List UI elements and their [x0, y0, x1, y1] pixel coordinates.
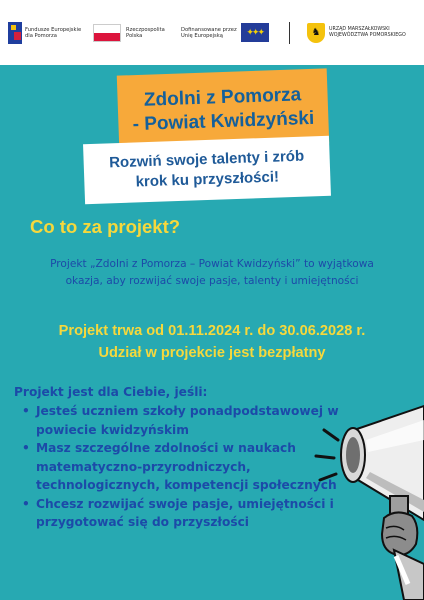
logo-divider [289, 22, 290, 44]
eu-flag-icon: ✦✦✦ [241, 23, 269, 42]
um-logo-line1: URZĄD MARSZAŁKOWSKI [329, 26, 390, 32]
rp-logo-line1: Rzeczpospolita [126, 26, 165, 33]
title-line-1: Zdolni z Pomorza [143, 83, 302, 111]
bullet-icon: • [22, 496, 30, 511]
bullet-icon: • [22, 404, 30, 418]
dates-line-1: Projekt trwa od 01.11.2024 r. do 30.06.2028 r. [58, 323, 366, 339]
ue-logo-line2: Unię Europejską [181, 32, 223, 39]
intro-paragraph [8, 256, 416, 290]
pomorskie-griffin-icon: ♞ [307, 23, 325, 43]
item-2-line-1: Masz szczególne zdolności w naukach [36, 441, 296, 455]
bullet-icon: • [22, 441, 30, 455]
conditions-title: Projekt jest dla Ciebie, jeśli: [14, 385, 208, 399]
rp-logo-line2: Polska [126, 32, 143, 39]
fe-logo-line2: dla Pomorza [25, 32, 57, 39]
item-2-line-3: technologicznych, kompetencji społecznych [36, 478, 337, 492]
poland-flag-icon [93, 24, 121, 42]
logo-bar [0, 0, 424, 65]
megaphone-hand-icon [296, 400, 424, 600]
fundusze-europejskie-logo [8, 0, 81, 65]
subtitle-line-2: krok ku przyszłości! [135, 168, 280, 191]
subtitle-line-1: Rozwiń swoje talenty i zrób [108, 147, 305, 172]
item-2-line-2: matematyczno-przyrodniczych, [36, 459, 251, 474]
intro-line-2: okazja, aby rozwijać swoje pasje, talenty i umiejętności [65, 275, 359, 287]
dates-line-2: Udział w projekcie jest bezpłatny [98, 345, 326, 361]
item-3-line-2: przygotować się do przyszłości [36, 515, 249, 529]
item-1-line-1: Jesteś uczniem szkoły ponadpodstawowej w [36, 404, 339, 418]
intro-line-1: Projekt „Zdolni z Pomorza – Powiat Kwidzyński” to wyjątkowa [50, 258, 374, 270]
title-line-2: - Powiat Kwidzyński [132, 107, 315, 135]
rzeczpospolita-logo [93, 0, 165, 65]
ue-logo-line1: Dofinansowane przez [181, 26, 237, 33]
eu-cofinancing-logo [181, 0, 269, 65]
um-logo-line2: WOJEWÓDZTWA POMORSKIEGO [329, 32, 406, 38]
item-1-line-2: powiecie kwidzyńskim [36, 422, 189, 437]
subtitle-box [83, 136, 331, 205]
fe-logo-line1: Fundusze Europejskie [25, 26, 82, 33]
fundusze-europejskie-icon [8, 22, 22, 44]
urzad-marszalkowski-logo [307, 0, 406, 65]
project-dates [8, 320, 416, 364]
item-3-line-1: Chcesz rozwijać swoje pasje, umiejętności i [36, 496, 334, 511]
section-heading: Co to za projekt? [30, 216, 181, 237]
